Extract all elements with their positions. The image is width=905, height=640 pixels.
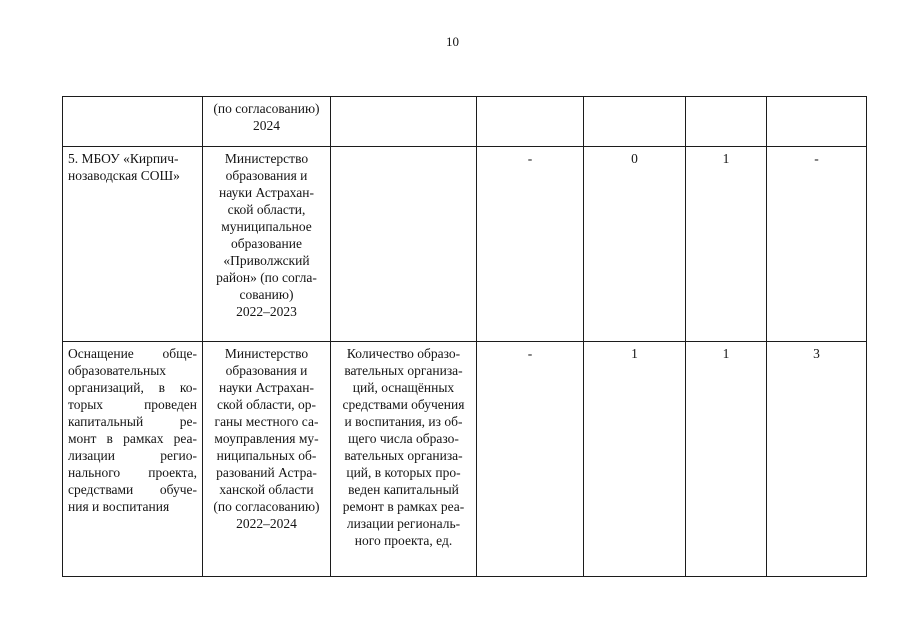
cell-text-line: средствами обуче- (68, 482, 197, 497)
cell-text-line: образование (231, 236, 302, 251)
cell-text-line: (по согласованию) (213, 101, 320, 116)
table-cell-indicator (331, 342, 477, 577)
cell-text-line: Министерство (224, 346, 309, 361)
cell-text-line: 5. МБОУ «Кирпич- (68, 151, 179, 166)
cell-text-line: 1 (722, 346, 730, 361)
cell-text-line: - (527, 346, 533, 361)
table-cell-value (584, 342, 686, 577)
table-cell (63, 97, 203, 147)
cell-text-line: ций, в которых про- (346, 465, 461, 480)
table-cell-value (584, 97, 686, 147)
table-cell-indicator (331, 97, 477, 147)
table-cell-value (477, 342, 584, 577)
cell-text-line: район» (по согла- (216, 270, 317, 285)
cell-text-line: ния и воспитания (68, 499, 170, 514)
cell-text-line: 2022–2024 (236, 516, 297, 531)
cell-text-line: - (527, 151, 533, 166)
cell-text-line: и воспитания, из об- (344, 414, 463, 429)
cell-text-line: ного проекта, ед. (354, 533, 453, 548)
cell-text-line: сованию) (239, 287, 294, 302)
table-cell-value (686, 97, 767, 147)
cell-text-line: образования и (225, 168, 308, 183)
cell-text-line: монт в рамках реа- (68, 431, 197, 446)
table-cell-value (477, 97, 584, 147)
cell-text-line: образования и (225, 363, 308, 378)
table-cell-value (477, 147, 584, 342)
cell-text-line: «Приволжский (223, 253, 310, 268)
cell-text-line: средствами обучения (342, 397, 465, 412)
cell-text-line: веден капитальный (348, 482, 459, 497)
cell-text-line: образовательных (68, 363, 167, 378)
cell-text-line: науки Астрахан- (219, 185, 314, 200)
cell-text-line: 2024 (253, 118, 280, 133)
table-cell-measure (63, 147, 203, 342)
cell-text-line: вательных организа- (344, 448, 463, 463)
cell-text-line: Количество образо- (346, 346, 461, 361)
cell-text-line: 3 (813, 346, 820, 361)
cell-text-line: вательных организа- (344, 363, 463, 378)
table-cell-executor (203, 97, 331, 147)
cell-text-line: ской области, ор- (216, 397, 317, 412)
cell-text-line: Министерство (224, 151, 309, 166)
cell-text-line: ской области, (227, 202, 306, 217)
cell-text-line: торых проведен (68, 397, 197, 412)
table-cell-value (767, 97, 867, 147)
cell-text-line: ниципальных об- (216, 448, 317, 463)
cell-text-line: лизации регио- (68, 448, 197, 463)
table-row-school (63, 147, 867, 342)
table-cell-indicator (331, 147, 477, 342)
table-row-continuation (63, 97, 867, 147)
cell-text-line: муниципальное (221, 219, 312, 234)
cell-text-line: ремонт в рамках реа- (342, 499, 465, 514)
cell-text-line: щего числа образо- (348, 431, 459, 446)
cell-text-line: ганы местного са- (214, 414, 319, 429)
cell-text-line: капитальный ре- (68, 414, 197, 429)
cell-text-line: 0 (631, 151, 638, 166)
table-cell-value (584, 147, 686, 342)
cell-text-line: лизации региональ- (346, 516, 461, 531)
cell-text-line: организаций, в ко- (68, 380, 197, 395)
cell-text-line: 1 (631, 346, 638, 361)
cell-text-line: - (814, 151, 819, 166)
cell-text-line: ханской области (219, 482, 314, 497)
table-cell-measure (63, 342, 203, 577)
cell-text-line: моуправления му- (214, 431, 319, 446)
cell-text-line: нозаводская СОШ» (68, 168, 180, 183)
table-cell-executor (203, 147, 331, 342)
table-cell-value (686, 342, 767, 577)
cell-text-line: разований Астра- (216, 465, 317, 480)
budget-table (62, 96, 867, 577)
table-row-equipment (63, 342, 867, 577)
table-cell-executor (203, 342, 331, 577)
table-cell-value (686, 147, 767, 342)
cell-text-line: (по согласованию) (213, 499, 320, 514)
table-cell-value (767, 342, 867, 577)
cell-text-line: науки Астрахан- (219, 380, 314, 395)
cell-text-line: Оснащение обще- (68, 346, 197, 361)
cell-text-line: 1 (722, 151, 730, 166)
cell-text-line: ций, оснащённых (352, 380, 455, 395)
page-number: 10 (446, 34, 459, 49)
cell-text-line: 2022–2023 (236, 304, 297, 319)
table-cell-value (767, 147, 867, 342)
cell-text-line: нального проекта, (68, 465, 197, 480)
